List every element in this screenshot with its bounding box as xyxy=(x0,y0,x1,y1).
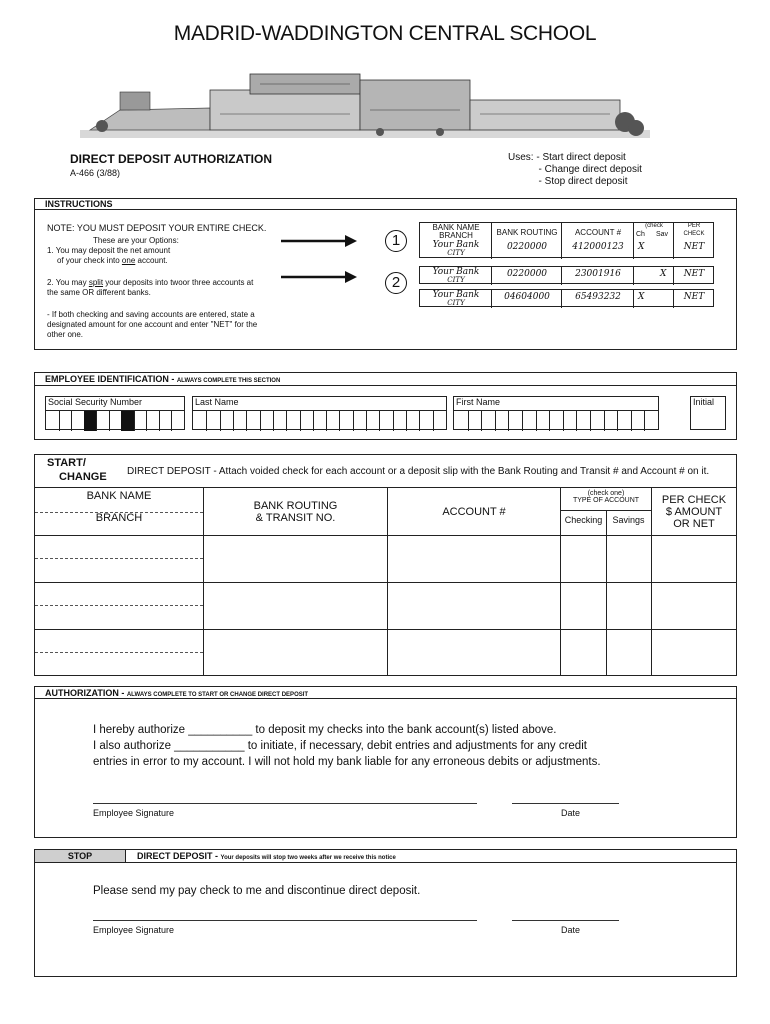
ex-routing: 0220000 xyxy=(506,269,548,279)
col-check-one: (check one) xyxy=(587,490,625,497)
col-checking: Checking xyxy=(564,515,603,525)
example-row-2 xyxy=(419,266,714,284)
char-box-divider xyxy=(146,411,147,431)
date-line[interactable] xyxy=(512,803,619,804)
char-box-divider xyxy=(300,411,301,431)
ex-account-header: ACCOUNT # xyxy=(574,228,622,237)
ex-account: 65493232 xyxy=(575,292,621,302)
col-or-net: OR NET xyxy=(673,517,715,530)
routing-cell[interactable] xyxy=(204,630,388,676)
authorization-line-1: I hereby authorize __________ to deposit my checks into the bank account(s) listed above. xyxy=(93,724,557,736)
char-box-divider xyxy=(246,411,247,431)
col-routing-a: BANK ROUTING xyxy=(253,500,338,512)
ex-branch-header: BRANCH xyxy=(439,231,473,240)
option-1-circle: 1 xyxy=(385,230,407,252)
account-cell[interactable] xyxy=(388,536,561,583)
stop-date-line[interactable] xyxy=(512,920,619,921)
char-box-divider xyxy=(109,411,110,431)
initial-label: Initial xyxy=(693,397,715,407)
ex-amount: NET xyxy=(683,292,705,302)
char-box-divider xyxy=(481,411,482,431)
bank-name-cell[interactable] xyxy=(35,583,204,630)
char-box-divider xyxy=(273,411,274,431)
form-number: A-466 (3/88) xyxy=(70,168,121,178)
form-title: DIRECT DEPOSIT AUTHORIZATION xyxy=(70,152,272,166)
stop-heading: DIRECT DEPOSIT - Your deposits will stop two weeks after we receive this notice xyxy=(125,850,736,863)
amount-cell[interactable] xyxy=(652,630,737,676)
ex-routing: 0220000 xyxy=(506,242,548,252)
account-type-cell[interactable] xyxy=(561,583,652,630)
col-routing-b: & TRANSIT NO. xyxy=(255,512,336,524)
char-box-divider xyxy=(433,411,434,431)
uses-list xyxy=(508,152,642,188)
ex-bank: Your Bank xyxy=(432,267,480,277)
char-box-divider xyxy=(522,411,523,431)
char-box-divider xyxy=(379,411,380,431)
school-building-illustration xyxy=(80,70,650,142)
char-box-divider xyxy=(617,411,618,431)
char-box-divider xyxy=(468,411,469,431)
char-box-divider xyxy=(419,411,420,431)
char-box-divider xyxy=(590,411,591,431)
first-name-field[interactable] xyxy=(453,396,659,430)
char-box-divider xyxy=(508,411,509,431)
char-box-divider xyxy=(326,411,327,431)
ex-per-check-header: CHECK xyxy=(683,231,705,237)
account-type-cell[interactable] xyxy=(561,630,652,676)
option-2-line-a: 2. You may split your deposits into twoor three accounts at xyxy=(47,278,254,287)
bank-accounts-table xyxy=(35,487,736,676)
ex-amount: NET xyxy=(683,242,705,252)
date-label: Date xyxy=(561,808,581,818)
account-cell[interactable] xyxy=(388,630,561,676)
char-box-divider xyxy=(220,411,221,431)
example-row-3 xyxy=(419,289,714,307)
arrow-right-icon xyxy=(281,269,357,285)
char-box-divider xyxy=(536,411,537,431)
account-cell[interactable] xyxy=(388,583,561,630)
table-row xyxy=(35,630,736,676)
char-box-divider xyxy=(406,411,407,431)
start-label: START/ xyxy=(47,457,86,469)
char-box-divider xyxy=(353,411,354,431)
char-box-divider xyxy=(71,411,72,431)
col-savings: Savings xyxy=(612,515,645,525)
char-box-divider xyxy=(159,411,160,431)
routing-cell[interactable] xyxy=(204,583,388,630)
char-box-divider xyxy=(96,411,97,431)
signature-label: Employee Signature xyxy=(93,808,175,818)
ssn-label: Social Security Number xyxy=(48,397,143,407)
char-box-divider xyxy=(206,411,207,431)
ex-routing: 04604000 xyxy=(504,292,550,302)
char-box-divider xyxy=(366,411,367,431)
initial-field[interactable] xyxy=(690,396,726,430)
col-branch: BRANCH xyxy=(95,512,143,524)
options-intro: These are your Options: xyxy=(93,236,179,245)
employee-identification-section xyxy=(34,372,737,440)
stop-signature-line[interactable] xyxy=(93,920,477,921)
char-box-divider xyxy=(576,411,577,431)
signature-line[interactable] xyxy=(93,803,477,804)
authorization-line-2: I also authorize ___________ to initiate, if necessary, debit entries and adjustments for any credit xyxy=(93,740,587,752)
stop-signature-label: Employee Signature xyxy=(93,925,175,935)
stop-label: STOP xyxy=(35,850,126,863)
start-change-instruction: DIRECT DEPOSIT - Attach voided check for each account or a deposit slip with the Bank Routing and Transit # and Account # on it. xyxy=(127,466,710,477)
instructions-section xyxy=(34,198,737,350)
bank-name-cell[interactable] xyxy=(35,536,204,583)
ex-check-header: (check xyxy=(645,223,663,229)
school-title: MADRID-WADDINGTON CENTRAL SCHOOL xyxy=(173,22,597,45)
last-name-label: Last Name xyxy=(195,397,239,407)
authorization-text xyxy=(93,722,601,770)
col-per-check: PER CHECK xyxy=(661,493,727,506)
char-box-divider xyxy=(495,411,496,431)
ex-bank: Your Bank xyxy=(432,240,480,250)
char-box-divider xyxy=(604,411,605,431)
table-row xyxy=(35,583,736,630)
option-2-circle: 2 xyxy=(385,272,407,294)
ex-city: CITY xyxy=(447,299,465,307)
arrow-right-icon xyxy=(281,233,357,249)
ex-amount: NET xyxy=(683,269,705,279)
col-account: ACCOUNT # xyxy=(442,505,506,518)
change-label: CHANGE xyxy=(59,471,107,483)
stop-section xyxy=(34,849,737,977)
first-name-label: First Name xyxy=(456,397,501,407)
ex-account: 412000123 xyxy=(572,242,624,252)
char-box-divider xyxy=(339,411,340,431)
col-account-type: TYPE OF ACCOUNT xyxy=(572,497,640,504)
ex-ch-header: Ch xyxy=(636,231,645,238)
ex-bank: Your Bank xyxy=(432,290,480,300)
ex-routing-header: BANK ROUTING xyxy=(496,228,558,237)
char-box-divider xyxy=(631,411,632,431)
ssn-separator-block xyxy=(121,411,134,431)
char-box-divider xyxy=(134,411,135,431)
ex-sav-header: Sav xyxy=(656,231,669,238)
char-box-divider xyxy=(233,411,234,431)
ssn-field[interactable] xyxy=(45,396,185,430)
last-name-field[interactable] xyxy=(192,396,447,430)
ex-city: CITY xyxy=(447,249,465,257)
use-change: - Change direct deposit xyxy=(508,164,642,175)
authorization-section xyxy=(34,686,737,838)
stop-date-label: Date xyxy=(561,925,581,935)
amount-cell[interactable] xyxy=(652,536,737,583)
account-type-cell[interactable] xyxy=(561,536,652,583)
char-box-divider xyxy=(260,411,261,431)
authorization-line-3: entries in error to my account. I will not hold my bank liable for any erroneous debits or adjustments. xyxy=(93,756,601,768)
use-start: Uses: - Start direct deposit xyxy=(508,152,626,163)
option-1-line-b: of your check into one account. xyxy=(57,256,168,265)
routing-cell[interactable] xyxy=(204,536,388,583)
bank-name-cell[interactable] xyxy=(35,630,204,676)
ex-bank-name-header: BANK NAME xyxy=(432,223,480,232)
char-box-divider xyxy=(563,411,564,431)
char-box-divider xyxy=(313,411,314,431)
ex-mark: X xyxy=(660,269,667,279)
option-2-line-b: the same OR different banks. xyxy=(47,288,151,297)
example-row-1 xyxy=(419,222,714,258)
start-change-section xyxy=(34,454,737,676)
char-box-divider xyxy=(59,411,60,431)
col-bank-name: BANK NAME xyxy=(86,490,152,502)
ex-mark: X xyxy=(638,292,645,302)
table-row xyxy=(35,536,736,583)
ssn-separator-block xyxy=(84,411,97,431)
char-box-divider xyxy=(393,411,394,431)
stop-text: Please send my pay check to me and discontinue direct deposit. xyxy=(93,885,421,897)
amount-cell[interactable] xyxy=(652,583,737,630)
char-box-divider xyxy=(644,411,645,431)
char-box-divider xyxy=(549,411,550,431)
option-3-note: - If both checking and saving accounts are entered, state a designated amount for one account and enter "NET" for the other one. xyxy=(47,310,258,339)
option-1-line-a: 1. You may deposit the net amount xyxy=(47,246,171,255)
ex-account: 23001916 xyxy=(575,269,621,279)
deposit-note: NOTE: YOU MUST DEPOSIT YOUR ENTIRE CHECK. xyxy=(47,223,267,233)
ex-city: CITY xyxy=(447,276,465,284)
char-box-divider xyxy=(286,411,287,431)
instructions-heading: INSTRUCTIONS xyxy=(35,199,736,210)
employee-heading: EMPLOYEE IDENTIFICATION - ALWAYS COMPLETE THIS SECTION xyxy=(35,373,736,386)
char-box-divider xyxy=(171,411,172,431)
authorization-heading: AUTHORIZATION - ALWAYS COMPLETE TO START OR CHANGE DIRECT DEPOSIT xyxy=(35,687,736,699)
col-amount: $ AMOUNT xyxy=(665,505,723,518)
use-stop: - Stop direct deposit xyxy=(508,176,628,187)
ex-per-header: PER xyxy=(687,223,701,229)
ex-mark: X xyxy=(638,242,645,252)
